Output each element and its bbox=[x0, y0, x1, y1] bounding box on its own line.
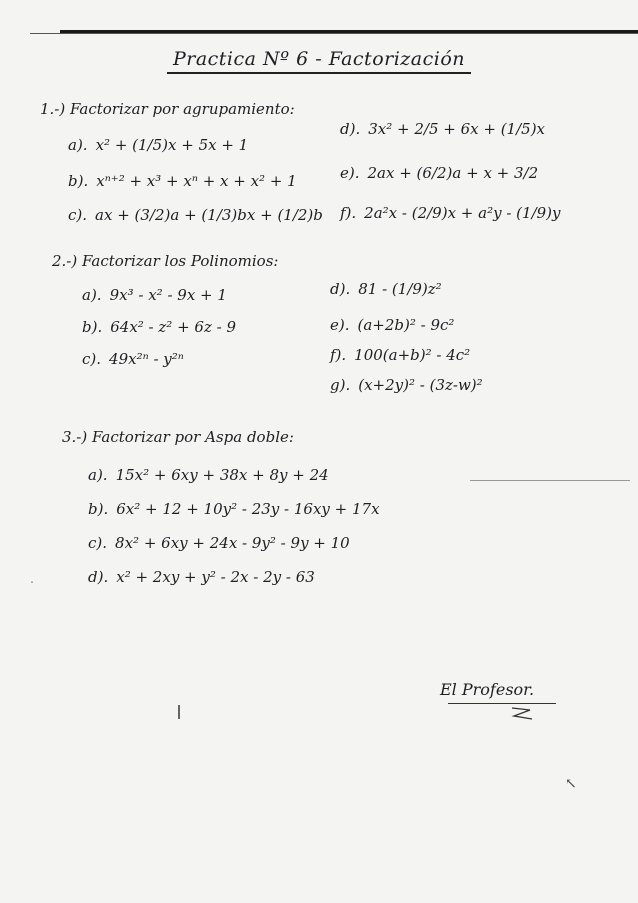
exercise-label: d). bbox=[340, 120, 361, 138]
section-2-heading: 2.-) Factorizar los Polinomios: bbox=[52, 252, 279, 270]
exercise-expression: 8x² + 6xy + 24x - 9y² - 9y + 10 bbox=[115, 534, 350, 552]
exercise-3c bbox=[88, 534, 350, 552]
exercise-2d bbox=[330, 280, 442, 298]
corner-mark: ↖ bbox=[565, 776, 577, 792]
exercise-2b bbox=[82, 318, 236, 336]
exercise-label: g). bbox=[330, 376, 351, 394]
exercise-3a bbox=[88, 466, 329, 484]
exercise-expression: x² + (1/5)x + 5x + 1 bbox=[95, 136, 249, 154]
exercise-expression: (a+2b)² - 9c² bbox=[357, 316, 455, 334]
exercise-label: a). bbox=[82, 286, 102, 304]
page-title bbox=[0, 48, 638, 70]
exercise-expression: 3x² + 2/5 + 6x + (1/5)x bbox=[368, 120, 546, 138]
exercise-expression: 2a²x - (2/9)x + a²y - (1/9)y bbox=[364, 204, 561, 222]
exercise-expression: 100(a+b)² - 4c² bbox=[354, 346, 471, 364]
section-1-heading: 1.-) Factorizar por agrupamiento: bbox=[40, 100, 295, 118]
exercise-label: f). bbox=[340, 204, 357, 222]
exercise-expression: (x+2y)² - (3z-w)² bbox=[358, 376, 483, 394]
exercise-label: c). bbox=[88, 534, 108, 552]
exercise-expression: xⁿ⁺² + x³ + xⁿ + x + x² + 1 bbox=[96, 172, 297, 190]
exercise-label: d). bbox=[88, 568, 109, 586]
exercise-1f bbox=[340, 204, 561, 222]
exercise-2f bbox=[330, 346, 470, 364]
stray-pen-line bbox=[470, 480, 630, 481]
exercise-1a bbox=[68, 136, 248, 154]
exercise-1d bbox=[340, 120, 545, 138]
exercise-expression: 9x³ - x² - 9x + 1 bbox=[109, 286, 227, 304]
exercise-label: a). bbox=[88, 466, 108, 484]
exercise-expression: 6x² + 12 + 10y² - 23y - 16xy + 17x bbox=[116, 500, 380, 518]
exercise-label: b). bbox=[88, 500, 109, 518]
exercise-expression: 2ax + (6/2)a + x + 3/2 bbox=[367, 164, 539, 182]
exercise-expression: 81 - (1/9)z² bbox=[358, 280, 442, 298]
stray-mark bbox=[178, 705, 180, 719]
top-border-line-thin bbox=[30, 33, 638, 34]
exercise-expression: 15x² + 6xy + 38x + 8y + 24 bbox=[115, 466, 329, 484]
exercise-2g bbox=[330, 376, 483, 394]
exercise-label: b). bbox=[68, 172, 89, 190]
exercise-2e bbox=[330, 316, 454, 334]
exercise-label: b). bbox=[82, 318, 103, 336]
exercise-1b bbox=[68, 172, 297, 190]
exercise-2a bbox=[82, 286, 227, 304]
exercise-label: e). bbox=[330, 316, 350, 334]
signature: El Profesor. bbox=[440, 680, 535, 699]
page-title-text: Practica Nº 6 - Factorización bbox=[167, 48, 471, 74]
exercise-1c bbox=[68, 206, 323, 224]
exercise-3b bbox=[88, 500, 380, 518]
signature-scribble-icon bbox=[508, 706, 538, 722]
exercise-expression: x² + 2xy + y² - 2x - 2y - 63 bbox=[116, 568, 315, 586]
exercise-label: f). bbox=[330, 346, 347, 364]
exercise-expression: 64x² - z² + 6z - 9 bbox=[110, 318, 237, 336]
exercise-label: c). bbox=[82, 350, 102, 368]
exercise-1e bbox=[340, 164, 538, 182]
exercise-label: a). bbox=[68, 136, 88, 154]
exercise-expression: 49x²ⁿ - y²ⁿ bbox=[109, 350, 184, 368]
exercise-label: c). bbox=[68, 206, 88, 224]
margin-mark: ․ bbox=[30, 572, 35, 586]
exercise-3d bbox=[88, 568, 315, 586]
exercise-expression: ax + (3/2)a + (1/3)bx + (1/2)b bbox=[95, 206, 323, 224]
exercise-label: d). bbox=[330, 280, 351, 298]
exercise-2c bbox=[82, 350, 184, 368]
exercise-label: e). bbox=[340, 164, 360, 182]
signature-underline bbox=[448, 703, 556, 704]
section-3-heading: 3.-) Factorizar por Aspa doble: bbox=[62, 428, 294, 446]
